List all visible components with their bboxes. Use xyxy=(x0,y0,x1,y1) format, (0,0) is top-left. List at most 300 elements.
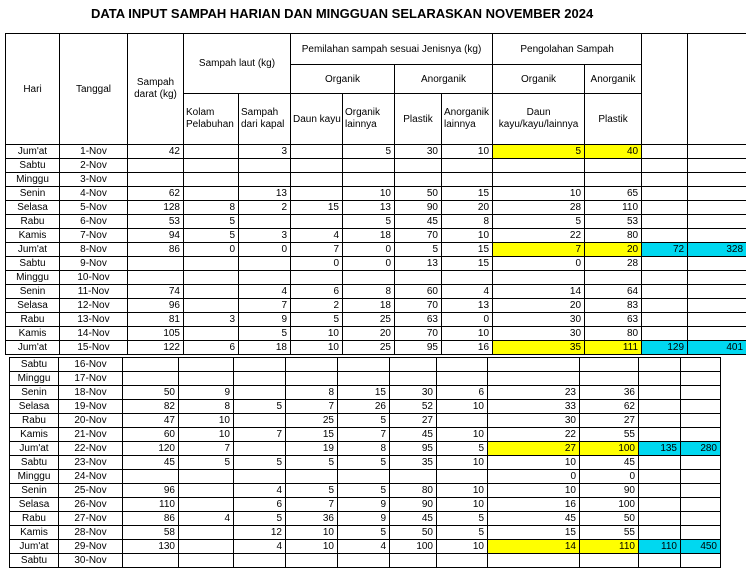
cell-tanggal[interactable]: 4-Nov xyxy=(60,187,128,201)
cell-darat[interactable]: 74 xyxy=(128,285,184,299)
cell-organik-lain[interactable]: 0 xyxy=(343,243,395,257)
cell-kapal[interactable] xyxy=(234,386,286,400)
cell-p-anorganik[interactable]: 50 xyxy=(580,512,639,526)
cell-anorganik-lain[interactable]: 20 xyxy=(442,201,493,215)
cell-tanggal[interactable]: 1-Nov xyxy=(60,145,128,159)
cell-weekly-organik[interactable] xyxy=(642,285,688,299)
cell-p-organik[interactable]: 10 xyxy=(488,456,580,470)
cell-p-anorganik[interactable]: 111 xyxy=(585,341,642,355)
cell-p-organik[interactable]: 28 xyxy=(493,201,585,215)
cell-weekly-organik[interactable] xyxy=(642,215,688,229)
cell-anorganik-lain[interactable] xyxy=(437,358,488,372)
cell-weekly-organik[interactable] xyxy=(639,400,681,414)
cell-p-organik[interactable]: 10 xyxy=(488,484,580,498)
cell-daun-kayu[interactable] xyxy=(286,554,338,568)
cell-weekly-anorganik[interactable] xyxy=(681,512,721,526)
cell-weekly-organik[interactable]: 135 xyxy=(639,442,681,456)
cell-hari[interactable]: Selasa xyxy=(10,400,59,414)
cell-p-anorganik[interactable] xyxy=(580,554,639,568)
cell-daun-kayu[interactable] xyxy=(291,187,343,201)
cell-p-anorganik[interactable]: 110 xyxy=(580,540,639,554)
cell-daun-kayu[interactable]: 10 xyxy=(286,526,338,540)
cell-organik-lain[interactable]: 7 xyxy=(338,428,390,442)
cell-p-organik[interactable] xyxy=(488,372,580,386)
cell-p-organik[interactable] xyxy=(488,554,580,568)
cell-plastik[interactable] xyxy=(395,271,442,285)
cell-weekly-anorganik[interactable]: 280 xyxy=(681,442,721,456)
cell-tanggal[interactable]: 6-Nov xyxy=(60,215,128,229)
cell-organik-lain[interactable]: 5 xyxy=(343,145,395,159)
cell-weekly-anorganik[interactable] xyxy=(681,414,721,428)
cell-daun-kayu[interactable]: 19 xyxy=(286,442,338,456)
cell-p-anorganik[interactable]: 55 xyxy=(580,428,639,442)
cell-organik-lain[interactable]: 9 xyxy=(338,498,390,512)
cell-organik-lain[interactable]: 20 xyxy=(343,327,395,341)
cell-tanggal[interactable]: 23-Nov xyxy=(59,456,123,470)
cell-weekly-organik[interactable] xyxy=(639,526,681,540)
cell-daun-kayu[interactable]: 5 xyxy=(286,484,338,498)
cell-darat[interactable] xyxy=(123,372,179,386)
cell-anorganik-lain[interactable]: 5 xyxy=(437,526,488,540)
cell-weekly-organik[interactable]: 110 xyxy=(639,540,681,554)
cell-hari[interactable]: Jum'at xyxy=(10,442,59,456)
cell-weekly-organik[interactable] xyxy=(639,512,681,526)
cell-kolam[interactable] xyxy=(179,540,234,554)
cell-p-anorganik[interactable]: 36 xyxy=(580,386,639,400)
cell-p-anorganik[interactable]: 90 xyxy=(580,484,639,498)
cell-kolam[interactable]: 3 xyxy=(184,313,239,327)
cell-kapal[interactable] xyxy=(234,554,286,568)
cell-kapal[interactable] xyxy=(239,271,291,285)
cell-tanggal[interactable]: 20-Nov xyxy=(59,414,123,428)
cell-weekly-anorganik[interactable] xyxy=(681,484,721,498)
cell-p-anorganik[interactable]: 83 xyxy=(585,299,642,313)
cell-p-anorganik[interactable]: 100 xyxy=(580,498,639,512)
cell-darat[interactable]: 53 xyxy=(128,215,184,229)
cell-hari[interactable]: Sabtu xyxy=(10,456,59,470)
cell-weekly-anorganik[interactable] xyxy=(688,215,746,229)
cell-hari[interactable]: Selasa xyxy=(6,201,60,215)
cell-daun-kayu[interactable] xyxy=(291,173,343,187)
cell-hari[interactable]: Minggu xyxy=(6,271,60,285)
cell-kolam[interactable] xyxy=(179,470,234,484)
cell-daun-kayu[interactable] xyxy=(291,215,343,229)
cell-kapal[interactable]: 3 xyxy=(239,145,291,159)
cell-kapal[interactable] xyxy=(234,358,286,372)
cell-plastik[interactable]: 95 xyxy=(395,341,442,355)
cell-kolam[interactable] xyxy=(179,484,234,498)
cell-hari[interactable]: Senin xyxy=(10,386,59,400)
cell-weekly-anorganik[interactable] xyxy=(681,498,721,512)
cell-organik-lain[interactable]: 0 xyxy=(343,257,395,271)
cell-darat[interactable]: 130 xyxy=(123,540,179,554)
cell-tanggal[interactable]: 3-Nov xyxy=(60,173,128,187)
cell-weekly-anorganik[interactable] xyxy=(681,470,721,484)
cell-darat[interactable] xyxy=(128,159,184,173)
cell-daun-kayu[interactable]: 15 xyxy=(291,201,343,215)
cell-tanggal[interactable]: 10-Nov xyxy=(60,271,128,285)
cell-darat[interactable]: 50 xyxy=(123,386,179,400)
cell-kolam[interactable] xyxy=(184,299,239,313)
cell-kapal[interactable] xyxy=(234,414,286,428)
cell-p-anorganik[interactable]: 100 xyxy=(580,442,639,456)
cell-organik-lain[interactable]: 5 xyxy=(338,456,390,470)
cell-anorganik-lain[interactable] xyxy=(442,159,493,173)
cell-weekly-organik[interactable]: 72 xyxy=(642,243,688,257)
cell-hari[interactable]: Sabtu xyxy=(10,358,59,372)
cell-weekly-anorganik[interactable] xyxy=(681,554,721,568)
cell-organik-lain[interactable]: 8 xyxy=(343,285,395,299)
cell-darat[interactable] xyxy=(128,257,184,271)
cell-plastik[interactable]: 45 xyxy=(390,428,437,442)
cell-kolam[interactable]: 8 xyxy=(179,400,234,414)
cell-kapal[interactable]: 13 xyxy=(239,187,291,201)
cell-plastik[interactable] xyxy=(390,470,437,484)
cell-p-organik[interactable]: 16 xyxy=(488,498,580,512)
cell-p-organik[interactable]: 20 xyxy=(493,299,585,313)
cell-organik-lain[interactable]: 18 xyxy=(343,229,395,243)
cell-kolam[interactable] xyxy=(179,554,234,568)
cell-hari[interactable]: Selasa xyxy=(6,299,60,313)
cell-kapal[interactable]: 9 xyxy=(239,313,291,327)
cell-anorganik-lain[interactable]: 8 xyxy=(442,215,493,229)
cell-anorganik-lain[interactable] xyxy=(437,554,488,568)
cell-p-organik[interactable]: 15 xyxy=(488,526,580,540)
cell-organik-lain[interactable]: 18 xyxy=(343,299,395,313)
cell-kapal[interactable] xyxy=(239,173,291,187)
cell-organik-lain[interactable]: 4 xyxy=(338,540,390,554)
cell-anorganik-lain[interactable]: 10 xyxy=(437,456,488,470)
cell-hari[interactable]: Minggu xyxy=(10,470,59,484)
cell-tanggal[interactable]: 19-Nov xyxy=(59,400,123,414)
cell-organik-lain[interactable]: 5 xyxy=(338,414,390,428)
cell-anorganik-lain[interactable]: 4 xyxy=(442,285,493,299)
cell-plastik[interactable] xyxy=(395,159,442,173)
cell-darat[interactable]: 81 xyxy=(128,313,184,327)
cell-plastik[interactable]: 30 xyxy=(395,145,442,159)
cell-anorganik-lain[interactable] xyxy=(442,173,493,187)
cell-plastik[interactable]: 52 xyxy=(390,400,437,414)
cell-kolam[interactable]: 0 xyxy=(184,243,239,257)
cell-weekly-organik[interactable] xyxy=(639,428,681,442)
cell-tanggal[interactable]: 15-Nov xyxy=(60,341,128,355)
cell-plastik[interactable]: 30 xyxy=(390,386,437,400)
cell-organik-lain[interactable] xyxy=(338,554,390,568)
cell-anorganik-lain[interactable]: 5 xyxy=(437,442,488,456)
cell-daun-kayu[interactable]: 10 xyxy=(291,341,343,355)
cell-kolam[interactable] xyxy=(184,145,239,159)
cell-organik-lain[interactable] xyxy=(343,173,395,187)
cell-kapal[interactable]: 5 xyxy=(234,512,286,526)
cell-tanggal[interactable]: 11-Nov xyxy=(60,285,128,299)
cell-hari[interactable]: Kamis xyxy=(6,327,60,341)
cell-kapal[interactable]: 2 xyxy=(239,201,291,215)
cell-hari[interactable]: Rabu xyxy=(6,215,60,229)
cell-hari[interactable]: Minggu xyxy=(6,173,60,187)
cell-darat[interactable]: 82 xyxy=(123,400,179,414)
cell-kapal[interactable]: 4 xyxy=(239,285,291,299)
cell-p-organik[interactable]: 30 xyxy=(493,327,585,341)
cell-kapal[interactable]: 7 xyxy=(234,428,286,442)
cell-kolam[interactable] xyxy=(184,257,239,271)
cell-anorganik-lain[interactable]: 16 xyxy=(442,341,493,355)
cell-weekly-organik[interactable] xyxy=(639,470,681,484)
cell-plastik[interactable]: 90 xyxy=(395,201,442,215)
cell-anorganik-lain[interactable] xyxy=(437,470,488,484)
cell-p-organik[interactable]: 27 xyxy=(488,442,580,456)
cell-tanggal[interactable]: 14-Nov xyxy=(60,327,128,341)
cell-weekly-organik[interactable]: 129 xyxy=(642,341,688,355)
cell-kolam[interactable] xyxy=(184,173,239,187)
cell-p-anorganik[interactable]: 27 xyxy=(580,414,639,428)
cell-p-organik[interactable]: 14 xyxy=(488,540,580,554)
cell-tanggal[interactable]: 24-Nov xyxy=(59,470,123,484)
cell-plastik[interactable]: 70 xyxy=(395,229,442,243)
cell-organik-lain[interactable]: 5 xyxy=(338,526,390,540)
cell-organik-lain[interactable] xyxy=(338,372,390,386)
cell-anorganik-lain[interactable]: 15 xyxy=(442,257,493,271)
cell-p-anorganik[interactable]: 0 xyxy=(580,470,639,484)
cell-daun-kayu[interactable]: 36 xyxy=(286,512,338,526)
cell-kapal[interactable] xyxy=(239,159,291,173)
cell-hari[interactable]: Senin xyxy=(6,187,60,201)
cell-p-organik[interactable]: 22 xyxy=(493,229,585,243)
cell-darat[interactable]: 86 xyxy=(123,512,179,526)
cell-hari[interactable]: Jum'at xyxy=(6,145,60,159)
cell-p-organik[interactable]: 30 xyxy=(493,313,585,327)
cell-hari[interactable]: Sabtu xyxy=(6,257,60,271)
cell-hari[interactable]: Rabu xyxy=(10,512,59,526)
cell-hari[interactable]: Kamis xyxy=(6,229,60,243)
cell-p-anorganik[interactable]: 53 xyxy=(585,215,642,229)
cell-darat[interactable] xyxy=(123,554,179,568)
cell-weekly-organik[interactable] xyxy=(642,187,688,201)
cell-daun-kayu[interactable]: 15 xyxy=(286,428,338,442)
cell-darat[interactable] xyxy=(128,173,184,187)
cell-weekly-organik[interactable] xyxy=(642,313,688,327)
cell-tanggal[interactable]: 18-Nov xyxy=(59,386,123,400)
cell-kapal[interactable]: 3 xyxy=(239,229,291,243)
cell-hari[interactable]: Senin xyxy=(10,484,59,498)
cell-daun-kayu[interactable]: 10 xyxy=(291,327,343,341)
cell-plastik[interactable]: 13 xyxy=(395,257,442,271)
cell-tanggal[interactable]: 22-Nov xyxy=(59,442,123,456)
cell-organik-lain[interactable] xyxy=(338,470,390,484)
cell-p-organik[interactable]: 33 xyxy=(488,400,580,414)
cell-darat[interactable]: 47 xyxy=(123,414,179,428)
cell-weekly-anorganik[interactable] xyxy=(681,386,721,400)
cell-p-anorganik[interactable]: 62 xyxy=(580,400,639,414)
cell-daun-kayu[interactable]: 25 xyxy=(286,414,338,428)
cell-kapal[interactable]: 5 xyxy=(239,327,291,341)
cell-anorganik-lain[interactable]: 10 xyxy=(437,484,488,498)
cell-weekly-organik[interactable] xyxy=(642,299,688,313)
cell-kolam[interactable] xyxy=(179,358,234,372)
cell-weekly-anorganik[interactable] xyxy=(681,428,721,442)
cell-organik-lain[interactable]: 13 xyxy=(343,201,395,215)
cell-plastik[interactable]: 63 xyxy=(395,313,442,327)
cell-p-anorganik[interactable] xyxy=(585,173,642,187)
cell-hari[interactable]: Rabu xyxy=(6,313,60,327)
cell-p-anorganik[interactable]: 20 xyxy=(585,243,642,257)
cell-tanggal[interactable]: 17-Nov xyxy=(59,372,123,386)
cell-anorganik-lain[interactable]: 10 xyxy=(442,327,493,341)
cell-weekly-organik[interactable] xyxy=(639,498,681,512)
cell-weekly-anorganik[interactable] xyxy=(688,173,746,187)
cell-daun-kayu[interactable] xyxy=(286,372,338,386)
cell-weekly-anorganik[interactable] xyxy=(681,372,721,386)
cell-darat[interactable] xyxy=(123,470,179,484)
cell-kolam[interactable] xyxy=(184,285,239,299)
cell-daun-kayu[interactable] xyxy=(291,145,343,159)
cell-weekly-anorganik[interactable] xyxy=(688,187,746,201)
cell-kolam[interactable] xyxy=(179,526,234,540)
cell-kolam[interactable] xyxy=(184,187,239,201)
cell-tanggal[interactable]: 25-Nov xyxy=(59,484,123,498)
cell-kolam[interactable] xyxy=(184,271,239,285)
cell-daun-kayu[interactable]: 5 xyxy=(286,456,338,470)
cell-p-organik[interactable]: 5 xyxy=(493,215,585,229)
cell-daun-kayu[interactable] xyxy=(286,358,338,372)
cell-weekly-anorganik[interactable] xyxy=(688,327,746,341)
cell-hari[interactable]: Jum'at xyxy=(10,540,59,554)
cell-plastik[interactable]: 100 xyxy=(390,540,437,554)
cell-p-anorganik[interactable]: 80 xyxy=(585,229,642,243)
cell-hari[interactable]: Senin xyxy=(6,285,60,299)
cell-plastik[interactable]: 50 xyxy=(395,187,442,201)
cell-p-anorganik[interactable]: 40 xyxy=(585,145,642,159)
cell-weekly-anorganik[interactable] xyxy=(688,299,746,313)
cell-kolam[interactable]: 9 xyxy=(179,386,234,400)
cell-organik-lain[interactable]: 9 xyxy=(338,512,390,526)
cell-weekly-anorganik[interactable] xyxy=(688,201,746,215)
cell-kapal[interactable] xyxy=(234,442,286,456)
cell-daun-kayu[interactable]: 7 xyxy=(286,400,338,414)
cell-kolam[interactable]: 10 xyxy=(179,428,234,442)
cell-weekly-anorganik[interactable]: 401 xyxy=(688,341,746,355)
cell-organik-lain[interactable]: 5 xyxy=(338,484,390,498)
cell-tanggal[interactable]: 27-Nov xyxy=(59,512,123,526)
cell-plastik[interactable]: 70 xyxy=(395,299,442,313)
cell-p-anorganik[interactable] xyxy=(585,159,642,173)
cell-weekly-anorganik[interactable] xyxy=(688,145,746,159)
cell-weekly-anorganik[interactable] xyxy=(688,313,746,327)
cell-darat[interactable]: 58 xyxy=(123,526,179,540)
cell-daun-kayu[interactable]: 6 xyxy=(291,285,343,299)
cell-p-anorganik[interactable] xyxy=(585,271,642,285)
cell-tanggal[interactable]: 9-Nov xyxy=(60,257,128,271)
cell-tanggal[interactable]: 8-Nov xyxy=(60,243,128,257)
cell-kapal[interactable]: 6 xyxy=(234,498,286,512)
cell-daun-kayu[interactable] xyxy=(291,271,343,285)
cell-organik-lain[interactable]: 15 xyxy=(338,386,390,400)
cell-hari[interactable]: Rabu xyxy=(10,414,59,428)
cell-p-organik[interactable] xyxy=(493,271,585,285)
cell-plastik[interactable]: 50 xyxy=(390,526,437,540)
cell-weekly-anorganik[interactable] xyxy=(688,159,746,173)
cell-plastik[interactable] xyxy=(390,358,437,372)
cell-plastik[interactable]: 5 xyxy=(395,243,442,257)
cell-kolam[interactable]: 4 xyxy=(179,512,234,526)
cell-anorganik-lain[interactable] xyxy=(437,372,488,386)
cell-darat[interactable]: 128 xyxy=(128,201,184,215)
cell-daun-kayu[interactable]: 10 xyxy=(286,540,338,554)
cell-kapal[interactable]: 4 xyxy=(234,540,286,554)
cell-anorganik-lain[interactable]: 10 xyxy=(437,400,488,414)
cell-darat[interactable] xyxy=(128,271,184,285)
cell-kapal[interactable]: 5 xyxy=(234,400,286,414)
cell-daun-kayu[interactable] xyxy=(291,159,343,173)
cell-p-anorganik[interactable]: 55 xyxy=(580,526,639,540)
cell-kolam[interactable]: 6 xyxy=(184,341,239,355)
cell-kolam[interactable]: 8 xyxy=(184,201,239,215)
cell-weekly-organik[interactable] xyxy=(639,484,681,498)
cell-kapal[interactable]: 5 xyxy=(234,456,286,470)
cell-weekly-organik[interactable] xyxy=(642,201,688,215)
cell-plastik[interactable]: 60 xyxy=(395,285,442,299)
cell-plastik[interactable]: 45 xyxy=(390,512,437,526)
cell-organik-lain[interactable]: 5 xyxy=(343,215,395,229)
cell-anorganik-lain[interactable]: 5 xyxy=(437,512,488,526)
cell-kapal[interactable]: 0 xyxy=(239,243,291,257)
cell-weekly-anorganik[interactable] xyxy=(688,229,746,243)
cell-kolam[interactable]: 5 xyxy=(184,229,239,243)
cell-p-anorganik[interactable] xyxy=(580,358,639,372)
cell-plastik[interactable]: 45 xyxy=(395,215,442,229)
cell-plastik[interactable] xyxy=(390,372,437,386)
cell-anorganik-lain[interactable] xyxy=(442,271,493,285)
cell-organik-lain[interactable]: 25 xyxy=(343,313,395,327)
cell-kolam[interactable] xyxy=(179,498,234,512)
cell-plastik[interactable]: 35 xyxy=(390,456,437,470)
cell-weekly-organik[interactable] xyxy=(639,414,681,428)
cell-p-organik[interactable] xyxy=(493,173,585,187)
cell-p-anorganik[interactable]: 64 xyxy=(585,285,642,299)
cell-darat[interactable]: 42 xyxy=(128,145,184,159)
cell-kapal[interactable]: 12 xyxy=(234,526,286,540)
cell-hari[interactable]: Sabtu xyxy=(10,554,59,568)
cell-p-organik[interactable]: 5 xyxy=(493,145,585,159)
cell-p-organik[interactable]: 22 xyxy=(488,428,580,442)
cell-tanggal[interactable]: 21-Nov xyxy=(59,428,123,442)
cell-p-anorganik[interactable]: 110 xyxy=(585,201,642,215)
cell-darat[interactable] xyxy=(123,358,179,372)
cell-daun-kayu[interactable] xyxy=(286,470,338,484)
cell-anorganik-lain[interactable]: 13 xyxy=(442,299,493,313)
cell-organik-lain[interactable]: 10 xyxy=(343,187,395,201)
cell-anorganik-lain[interactable]: 10 xyxy=(437,540,488,554)
cell-kapal[interactable]: 4 xyxy=(234,484,286,498)
cell-tanggal[interactable]: 12-Nov xyxy=(60,299,128,313)
cell-tanggal[interactable]: 7-Nov xyxy=(60,229,128,243)
cell-weekly-anorganik[interactable] xyxy=(688,271,746,285)
cell-p-organik[interactable]: 30 xyxy=(488,414,580,428)
cell-kolam[interactable]: 5 xyxy=(184,215,239,229)
cell-p-anorganik[interactable]: 63 xyxy=(585,313,642,327)
cell-anorganik-lain[interactable]: 10 xyxy=(442,145,493,159)
cell-daun-kayu[interactable]: 0 xyxy=(291,257,343,271)
cell-p-organik[interactable]: 23 xyxy=(488,386,580,400)
cell-darat[interactable]: 62 xyxy=(128,187,184,201)
cell-organik-lain[interactable] xyxy=(343,159,395,173)
cell-hari[interactable]: Sabtu xyxy=(6,159,60,173)
cell-weekly-organik[interactable] xyxy=(639,372,681,386)
cell-hari[interactable]: Kamis xyxy=(10,428,59,442)
cell-weekly-organik[interactable] xyxy=(642,229,688,243)
cell-p-organik[interactable]: 35 xyxy=(493,341,585,355)
cell-p-organik[interactable]: 0 xyxy=(493,257,585,271)
cell-kolam[interactable]: 5 xyxy=(179,456,234,470)
